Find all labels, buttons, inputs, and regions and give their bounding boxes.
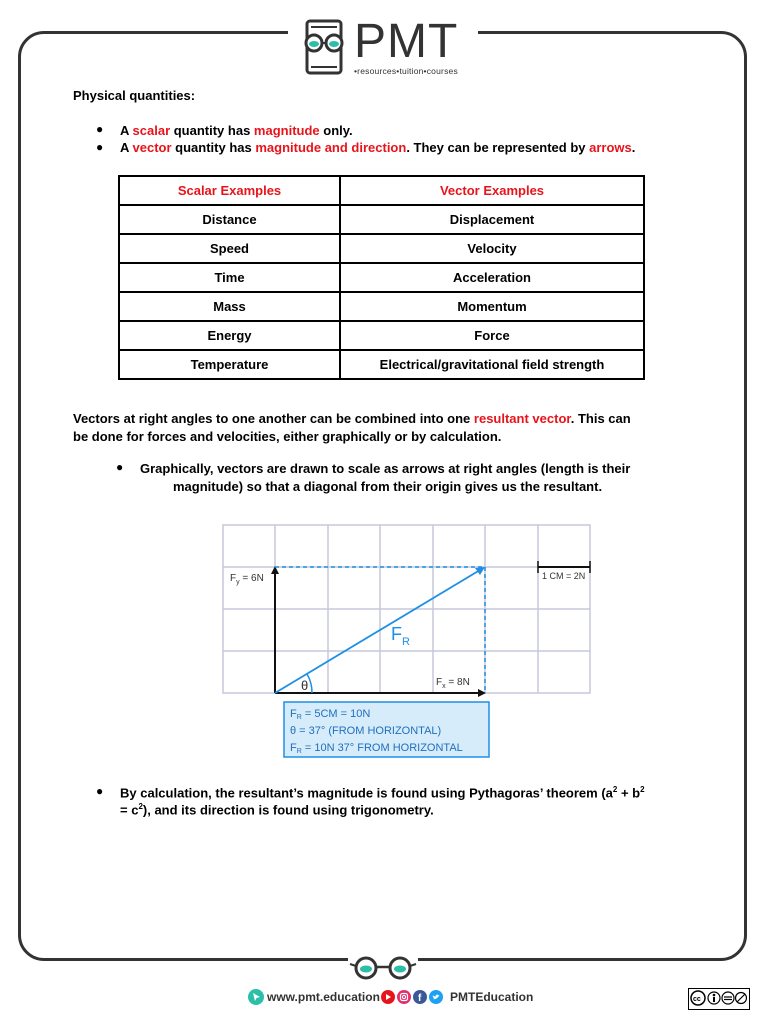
fr-label: $F_R$ bbox=[391, 624, 410, 648]
grid bbox=[223, 525, 590, 693]
result-line3: FR = 10N 37° FROM HORIZONTAL bbox=[290, 742, 463, 755]
book-glasses-icon bbox=[298, 17, 354, 77]
calc-bullet-line2: = $c^2$), and its direction is found using trigonometry. bbox=[120, 802, 434, 818]
table-cell: Force bbox=[340, 321, 644, 350]
website-link[interactable]: www.pmt.education bbox=[267, 990, 380, 1004]
resultant-paragraph-line1: Vectors at right angles to one another can be combined into one resultant vector. This can bbox=[73, 411, 631, 426]
table-cell: Displacement bbox=[340, 205, 644, 234]
footer bbox=[0, 988, 768, 1008]
resultant-paragraph-line2: be done for forces and velocities, either graphically or by calculation. bbox=[73, 429, 502, 444]
graphical-bullet-line1: Graphically, vectors are drawn to scale as arrows at right angles (length is their bbox=[140, 461, 631, 476]
facebook-icon[interactable] bbox=[413, 989, 427, 1008]
table-header-scalar: Scalar Examples bbox=[119, 176, 340, 205]
table-cell: Time bbox=[119, 263, 340, 292]
bottom-glasses-logo bbox=[348, 954, 418, 980]
cc-license-icon bbox=[689, 989, 747, 1007]
bullet-dot: ● bbox=[116, 460, 124, 474]
table-cell: Energy bbox=[119, 321, 340, 350]
table-row bbox=[119, 263, 644, 292]
fy-arrow bbox=[271, 566, 279, 693]
svg-text:cc: cc bbox=[693, 996, 701, 1003]
page-border bbox=[18, 31, 747, 961]
fy-label: $F_y = 6N$ bbox=[230, 573, 264, 586]
theta-label: θ bbox=[301, 678, 309, 693]
result-line1: FR = 5CM = 10N bbox=[290, 708, 371, 721]
bullet-dot: ● bbox=[96, 140, 104, 154]
bullet-dot: ● bbox=[96, 784, 104, 798]
result-box bbox=[284, 702, 489, 757]
youtube-icon[interactable] bbox=[381, 989, 395, 1008]
fx-label: $F_x = 8N$ bbox=[436, 677, 470, 690]
svg-text:f: f bbox=[418, 993, 422, 1004]
social-handle[interactable]: PMTEducation bbox=[450, 990, 534, 1004]
intro-heading: Physical quantities: bbox=[73, 88, 196, 103]
table-header-vector: Vector Examples bbox=[340, 176, 644, 205]
table-row bbox=[119, 350, 644, 379]
table-cell: Mass bbox=[119, 292, 340, 321]
table-cell: Velocity bbox=[340, 234, 644, 263]
creative-commons-badge bbox=[688, 988, 750, 1010]
table-row bbox=[119, 292, 644, 321]
glasses-icon bbox=[348, 954, 418, 980]
scalar-vector-table bbox=[118, 175, 645, 380]
scalar-bullet: A scalar quantity has magnitude only. bbox=[120, 123, 353, 138]
table-cell: Momentum bbox=[340, 292, 644, 321]
vector-bullet: A vector quantity has magnitude and direction. They can be represented by arrows. bbox=[120, 140, 636, 155]
logo-text: PMT bbox=[354, 15, 459, 68]
table-cell: Temperature bbox=[119, 350, 340, 379]
cursor-icon bbox=[248, 989, 264, 1008]
table-header-row bbox=[119, 176, 644, 205]
table-cell: Electrical/gravitational field strength bbox=[340, 350, 644, 379]
table-cell: Distance bbox=[119, 205, 340, 234]
table-row bbox=[119, 234, 644, 263]
table-row bbox=[119, 321, 644, 350]
instagram-icon[interactable] bbox=[397, 989, 411, 1008]
logo-tagline: •resources•tuition•courses bbox=[354, 66, 458, 76]
calc-bullet-line1: By calculation, the resultant’s magnitude is found using Pythagoras’ theorem ($a^2 + b^2$ bbox=[120, 785, 645, 801]
table-cell: Speed bbox=[119, 234, 340, 263]
twitter-icon[interactable] bbox=[429, 989, 443, 1008]
table-cell: Acceleration bbox=[340, 263, 644, 292]
vector-diagram bbox=[222, 524, 592, 764]
bullet-dot: ● bbox=[96, 122, 104, 136]
pmt-logo bbox=[298, 17, 478, 79]
graphical-bullet-line2: magnitude) so that a diagonal from their origin gives us the resultant. bbox=[173, 479, 603, 494]
table-row bbox=[119, 205, 644, 234]
result-line2: θ = 37° (FROM HORIZONTAL) bbox=[290, 725, 442, 737]
scale-label: 1 CM = 2N bbox=[542, 571, 586, 581]
